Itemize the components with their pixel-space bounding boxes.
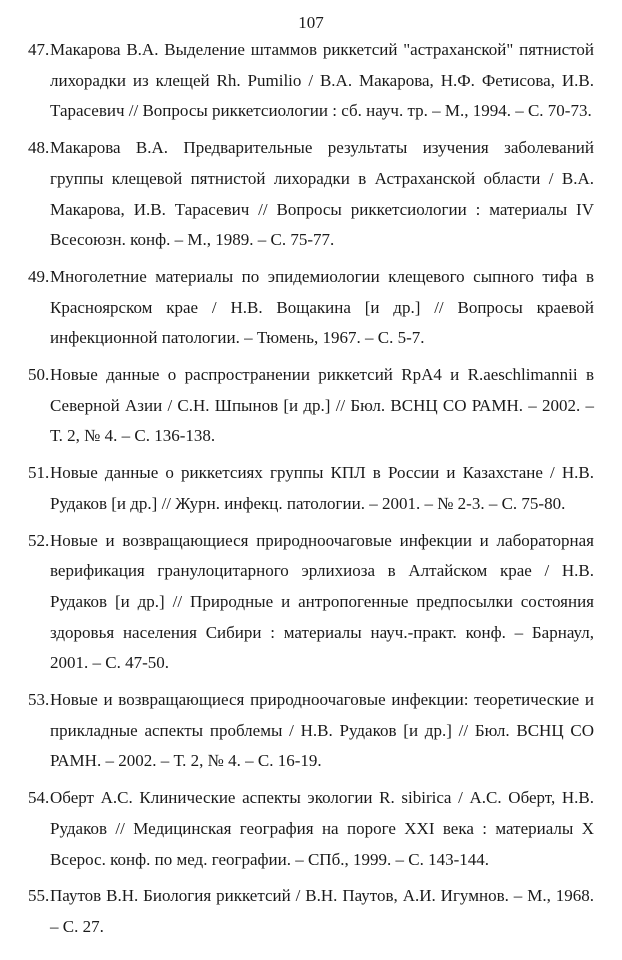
reference-number: 54.	[28, 788, 50, 808]
reference-number: 48.	[28, 138, 50, 158]
reference-number: 55.	[28, 886, 50, 906]
reference-text: Новые данные о распространении риккетсий RpA4 и R.aeschlimannii в Северной Азии / С.Н. Шпынов [и др.] // Бюл. ВСНЦ СО РАМН. – 2002. – Т. 2, № 4. – С. 136-138.	[50, 365, 594, 446]
reference-item	[28, 133, 594, 256]
reference-item	[28, 458, 594, 519]
reference-number: 49.	[28, 266, 50, 286]
reference-number: 52.	[28, 530, 50, 550]
reference-text: Новые и возвращающиеся природноочаговые инфекции: теоретические и прикладные аспекты проблемы / Н.В. Рудаков [и др.] // Бюл. ВСНЦ СО РАМН. – 2002. – Т. 2, № 4. – С. 16-19.	[50, 690, 594, 771]
reference-text: Макарова В.А. Предварительные результаты изучения заболеваний группы клещевой пятнистой лихорадки в Астраханской области / В.А. Макарова, И.В. Тарасевич // Вопросы риккетсиологии : материалы IV Всесоюзн. конф. – М., 1989. – С. 75-77.	[50, 138, 594, 250]
reference-number: 53.	[28, 690, 50, 710]
reference-item	[28, 685, 594, 777]
reference-number: 47.	[28, 40, 50, 59]
page-number: 107	[298, 13, 324, 32]
reference-number: 51.	[28, 463, 50, 483]
reference-number: 50.	[28, 365, 50, 385]
reference-text: Оберт А.С. Клинические аспекты экологии R. sibirica / А.С. Оберт, Н.В. Рудаков // Медицинская география на пороге XXI века : материалы X Всерос. конф. по мед. географии. – СПб., 1999. – С. 143-144.	[50, 788, 594, 869]
reference-item	[28, 262, 594, 354]
reference-text: Новые и возвращающиеся природноочаговые инфекции и лабораторная верификация гранулоцитарного эрлихиоза в Алтайском крае / Н.В. Рудаков [и др.] // Природные и антропогенные предпосылки состояния здоровья населения Сибири : материалы науч.-практ. конф. – Барнаул, 2001. – С. 47-50.	[50, 530, 594, 673]
reference-text: Многолетние материалы по эпидемиологии клещевого сыпного тифа в Красноярском крае / Н.В. Вощакина [и др.] // Вопросы краевой инфекционной патологии. – Тюмень, 1967. – С. 5-7.	[50, 266, 594, 348]
reference-item	[28, 35, 594, 127]
reference-item	[28, 526, 594, 680]
reference-list	[28, 35, 594, 949]
reference-item	[28, 783, 594, 875]
reference-text: Паутов В.Н. Биология риккетсий / В.Н. Паутов, А.И. Игумнов. – М., 1968. – С. 27.	[50, 886, 594, 936]
reference-text: Макарова В.А. Выделение штаммов риккетсий "астраханской" пятнистой лихорадки из клещей Rh. Pumilio / В.А. Макарова, Н.Ф. Фетисова, И.В. Тарасевич // Вопросы риккетсиологии : сб. науч. тр. – М., 1994. – С. 70-73.	[50, 40, 594, 121]
reference-item	[28, 881, 594, 942]
reference-text: Новые данные о риккетсиях группы КПЛ в России и Казахстане / Н.В. Рудаков [и др.] // Журн. инфекц. патологии. – 2001. – № 2-3. – С. 75-80.	[50, 463, 594, 513]
reference-item	[28, 360, 594, 452]
